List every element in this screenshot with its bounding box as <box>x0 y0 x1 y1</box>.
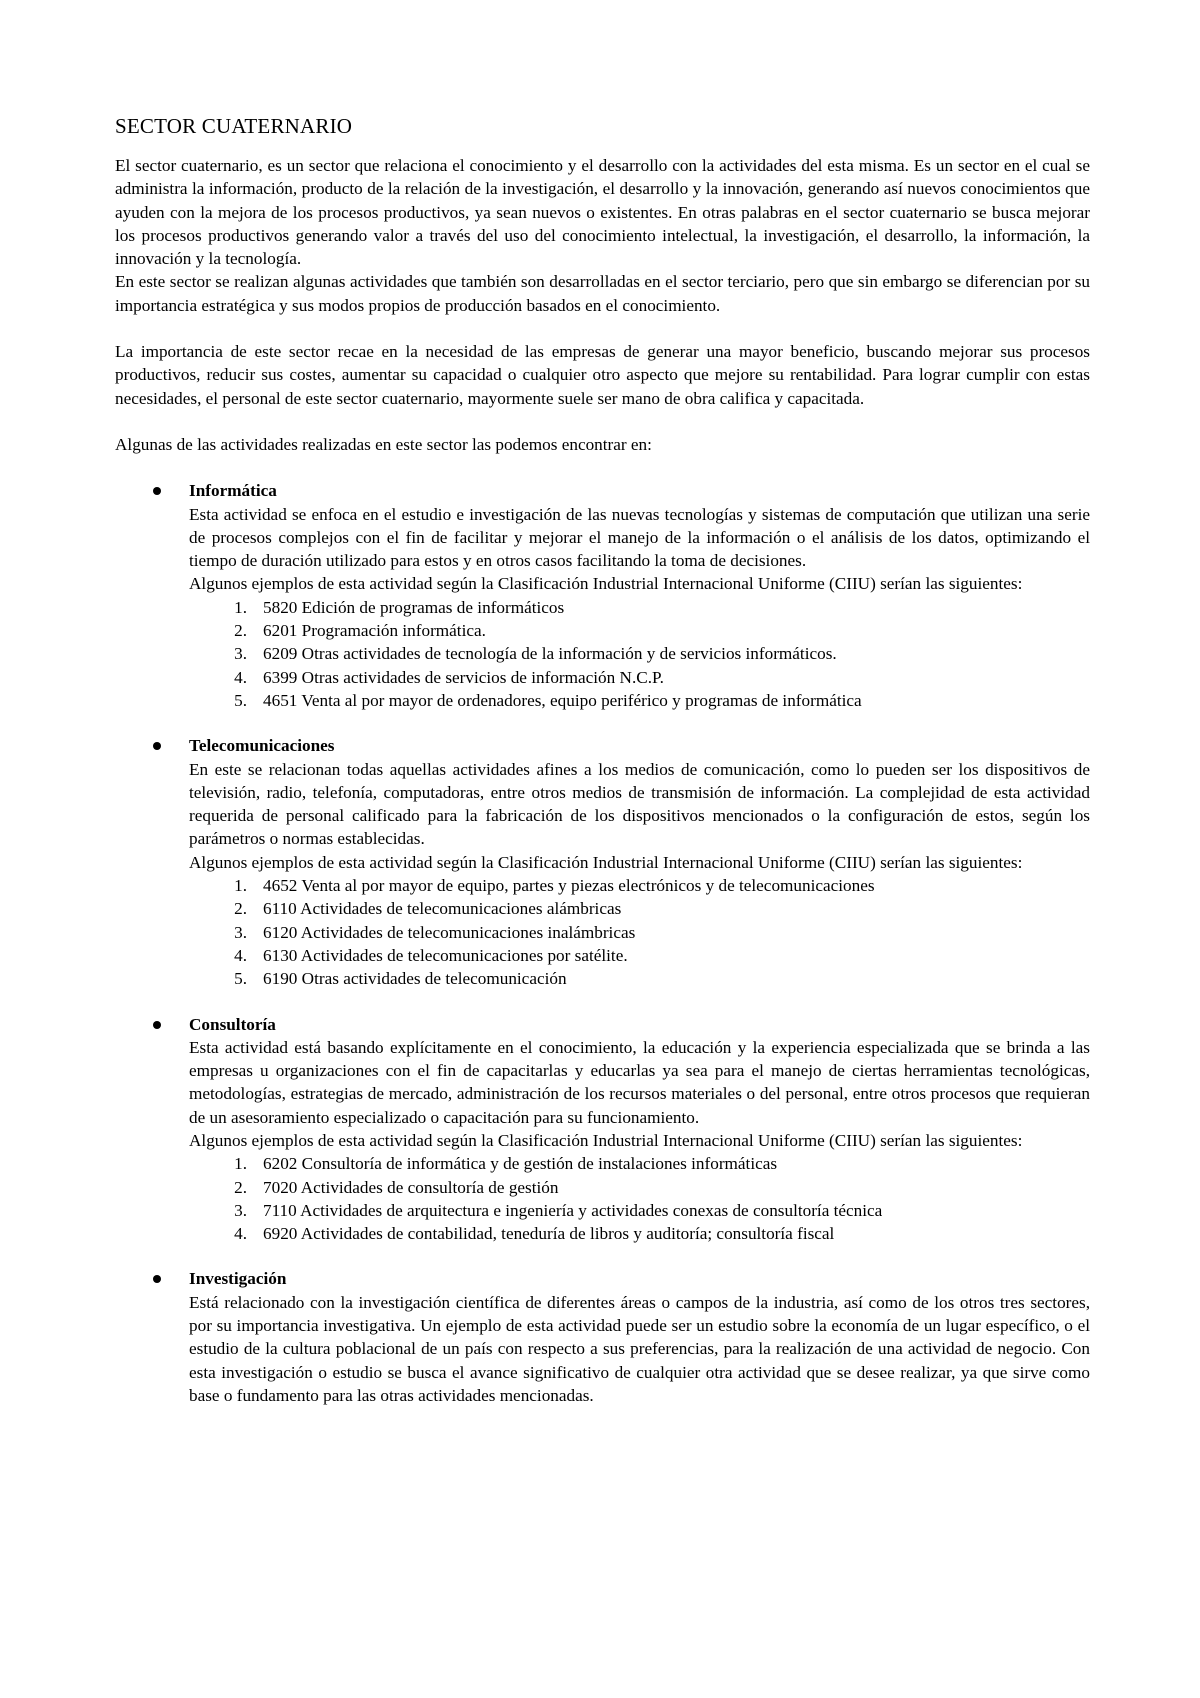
list-item <box>189 1152 1090 1175</box>
list-number: 4. <box>234 667 247 687</box>
list-text: 6120 Actividades de telecomunicaciones inalámbricas <box>263 922 636 942</box>
list-text: 5820 Edición de programas de informáticos <box>263 597 565 617</box>
list-text: 6201 Programación informática. <box>263 621 486 641</box>
list-number: 2. <box>234 899 247 919</box>
list-item <box>189 666 1090 689</box>
list-text: 6399 Otras actividades de servicios de información N.C.P. <box>263 667 664 687</box>
list-number: 2. <box>234 621 247 641</box>
activity-title: Consultoría <box>189 1014 276 1034</box>
activity-informatica <box>115 479 1090 712</box>
ciiu-examples-list <box>189 1152 1090 1245</box>
list-item <box>189 874 1090 897</box>
list-item <box>189 944 1090 967</box>
list-item <box>189 689 1090 712</box>
list-number: 3. <box>234 1200 247 1220</box>
list-item <box>189 1176 1090 1199</box>
list-text: 4652 Venta al por mayor de equipo, partes y piezas electrónicos y de telecomunicaciones <box>263 876 875 896</box>
list-item <box>189 967 1090 990</box>
activity-title: Informática <box>189 481 277 501</box>
list-item <box>189 1222 1090 1245</box>
list-item <box>189 642 1090 665</box>
list-item <box>189 921 1090 944</box>
activity-description: En este se relacionan todas aquellas actividades afines a los medios de comunicación, como lo pueden ser los dispositivos de televisión, radio, telefonía, computadoras, entre otros medios de transmisión de información. La complejidad de esta actividad requerida de personal calificado para la fabricación de los dispositivos mencionados o la configuración de estos, según los parámetros o normas establecidas. <box>189 759 1090 849</box>
activity-title: Investigación <box>189 1269 287 1289</box>
bullet-dot-icon <box>153 487 161 495</box>
activity-examples-intro: Algunos ejemplos de esta actividad según la Clasificación Industrial Internacional Uniforme (CIIU) serían las siguientes: <box>189 852 1023 872</box>
document-page <box>115 112 1090 1429</box>
list-number: 3. <box>234 644 247 664</box>
ciiu-examples-list <box>189 596 1090 712</box>
bullet-dot-icon <box>153 742 161 750</box>
ciiu-examples-list <box>189 874 1090 990</box>
list-text: 6920 Actividades de contabilidad, teneduría de libros y auditoría; consultoría fiscal <box>263 1224 835 1244</box>
list-number: 5. <box>234 969 247 989</box>
activity-description: Está relacionado con la investigación científica de diferentes áreas o campos de la industria, así como de los otros tres sectores, por su importancia investigativa. Un ejemplo de esta actividad puede ser un estudio sobre la economía de un lugar específico, o el estudio de la cultura poblacional de un país con respecto a sus preferencias, para la realización de una actividad de negocio. Con esta investigación o estudio se busca el avance significativo de cualquier otra actividad que se desee realizar, ya que sirve como base o fundamento para las otras actividades mencionadas. <box>189 1292 1090 1405</box>
list-number: 1. <box>234 876 247 896</box>
list-text: 7020 Actividades de consultoría de gestión <box>263 1177 559 1197</box>
activity-title: Telecomunicaciones <box>189 736 335 756</box>
importance-paragraph: La importancia de este sector recae en la necesidad de las empresas de generar una mayor beneficio, buscando mejorar sus procesos productivos, reducir sus costes, aumentar su capacidad o cualquier otro aspecto que mejore su rentabilidad. Para lograr cumplir con estas necesidades, el personal de este sector cuaternario, mayormente suele ser mano de obra califica y capacitada. <box>115 342 1090 408</box>
activities-intro: Algunas de las actividades realizadas en este sector las podemos encontrar en: <box>115 434 652 454</box>
list-number: 1. <box>234 1154 247 1174</box>
activities-list <box>115 479 1090 1407</box>
list-text: 6202 Consultoría de informática y de gestión de instalaciones informáticas <box>263 1154 778 1174</box>
list-item <box>189 596 1090 619</box>
list-number: 4. <box>234 1224 247 1244</box>
list-text: 7110 Actividades de arquitectura e ingeniería y actividades conexas de consultoría técnica <box>263 1200 883 1220</box>
list-text: 6190 Otras actividades de telecomunicación <box>263 969 567 989</box>
list-text: 6130 Actividades de telecomunicaciones por satélite. <box>263 945 628 965</box>
document-title: SECTOR CUATERNARIO <box>115 114 353 138</box>
list-item <box>189 897 1090 920</box>
activity-examples-intro: Algunos ejemplos de esta actividad según la Clasificación Industrial Internacional Uniforme (CIIU) serían las siguientes: <box>189 574 1023 594</box>
list-item <box>189 1199 1090 1222</box>
list-number: 3. <box>234 922 247 942</box>
bullet-dot-icon <box>153 1275 161 1283</box>
bullet-dot-icon <box>153 1021 161 1029</box>
activity-description: Esta actividad está basando explícitamente en el conocimiento, la educación y la experiencia especializada que se brinda a las empresas u organizaciones con el fin de capacitarlas y educarlas ya sea para el manejo de ciertas herramientas tecnológicas, metodologías, estrategias de mercado, administración de los recursos materiales o del personal, entre otros procesos que requieran de un asesoramiento especializado o capacitación para su funcionamiento. <box>189 1037 1090 1127</box>
intro-paragraph-1: El sector cuaternario, es un sector que relaciona el conocimiento y el desarrollo con la actividades del esta misma. Es un sector en el cual se administra la información, producto de la relación de la investigación, el desarrollo y la innovación, generando así nuevos conocimientos que ayuden con la mejora de los procesos productivos, ya sean nuevos o existentes. En otras palabras en el sector cuaternario se busca mejorar los procesos productivos generando valor a través del uso del conocimiento intelectual, la investigación, el desarrollo, la información, la innovación y la tecnología. <box>115 156 1090 269</box>
list-item <box>189 619 1090 642</box>
list-text: 6110 Actividades de telecomunicaciones alámbricas <box>263 899 622 919</box>
list-text: 4651 Venta al por mayor de ordenadores, equipo periférico y programas de informática <box>263 690 862 710</box>
list-text: 6209 Otras actividades de tecnología de la información y de servicios informáticos. <box>263 644 837 664</box>
intro-paragraph-2: En este sector se realizan algunas actividades que también son desarrolladas en el sector terciario, pero que sin embargo se diferencian por su importancia estratégica y sus modos propios de producción basados en el conocimiento. <box>115 272 1090 315</box>
list-number: 5. <box>234 690 247 710</box>
list-number: 2. <box>234 1177 247 1197</box>
list-number: 4. <box>234 945 247 965</box>
list-number: 1. <box>234 597 247 617</box>
activity-investigacion <box>115 1267 1090 1407</box>
activity-description: Esta actividad se enfoca en el estudio e investigación de las nuevas tecnologías y sistemas de computación que utilizan una serie de procesos complejos con el fin de facilitar y mejorar el manejo de la información o el análisis de los datos, optimizando el tiempo de duración utilizado para estos y en otros casos facilitando la toma de decisiones. <box>189 504 1090 571</box>
activity-examples-intro: Algunos ejemplos de esta actividad según la Clasificación Industrial Internacional Uniforme (CIIU) serían las siguientes: <box>189 1130 1023 1150</box>
activity-consultoria <box>115 1013 1090 1246</box>
activity-telecomunicaciones <box>115 734 1090 990</box>
